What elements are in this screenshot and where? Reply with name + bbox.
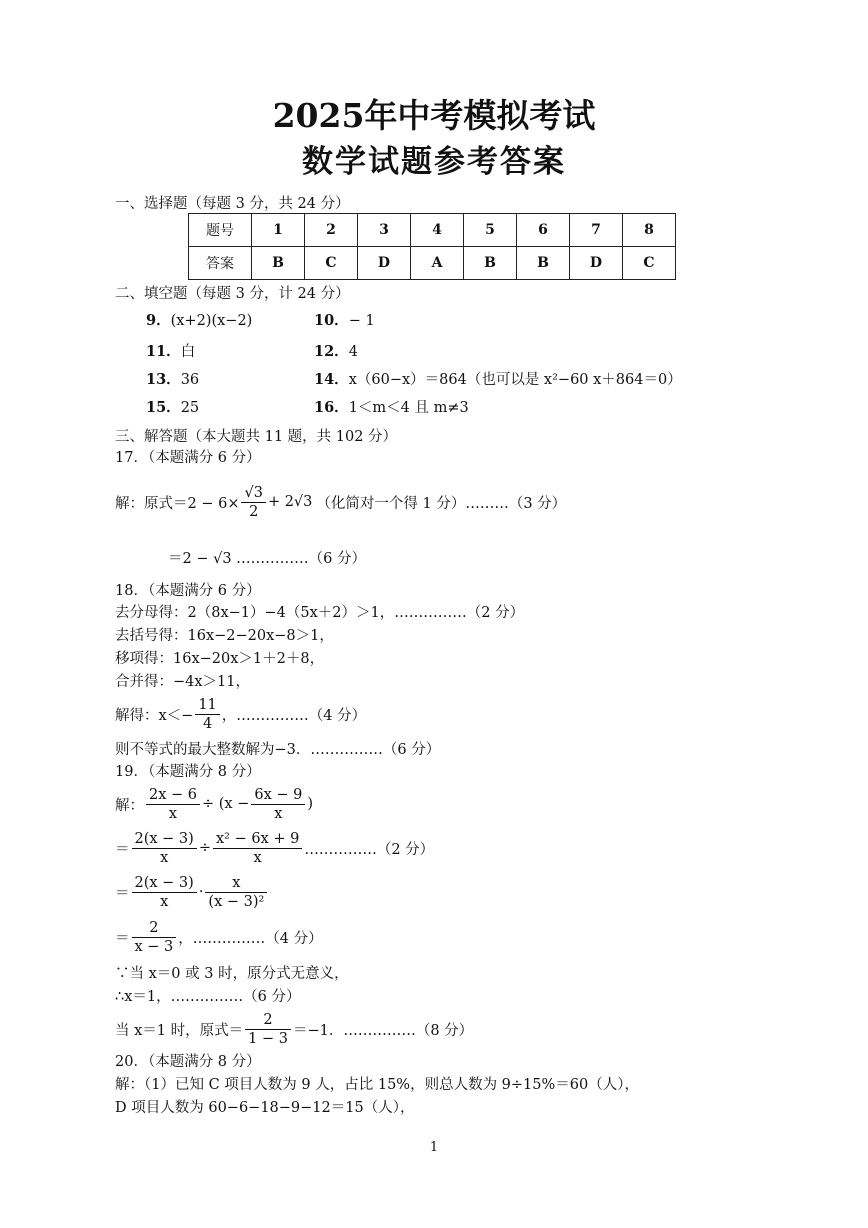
q17-line-1: 解：原式＝2 − 6× $\frac{√3}{2}$ + 2√3 （化简对一个得 1 分）………（3 分） xyxy=(115,484,567,520)
q17-heading: 17．（本题满分 6 分） xyxy=(115,450,261,466)
q19-line-7: 当 x＝1 时，原式＝ $\frac{2}{1 - 3}$ ＝−1．……………（8 分） xyxy=(115,1011,474,1047)
q19-line-3: ＝ $\frac{2(x - 3)}{x}$ · $\frac{x}{\text{(x − 3)²}}$ xyxy=(115,872,269,912)
question-number-cell: 7 xyxy=(570,214,623,247)
fraction: $\frac{2(x - 3)}{x}$ xyxy=(132,830,197,867)
answer-cell: D xyxy=(358,247,411,280)
fraction: $\frac{11}{4}$ xyxy=(195,696,219,733)
q20-line-2: D 项目人数为 60−6−18−9−12＝15（人）， xyxy=(115,1100,415,1116)
question-number-cell: 5 xyxy=(464,214,517,247)
fill-item-14: 14．x（60−x）＝864（也可以是 x²−60 x＋864＝0） xyxy=(314,371,682,388)
question-number-cell: 8 xyxy=(623,214,676,247)
q18-line-6: 则不等式的最大整数解为−3．……………（6 分） xyxy=(115,742,441,758)
section-3-heading: 三、解答题（本大题共 11 题，共 102 分） xyxy=(115,429,398,445)
answer-table xyxy=(188,213,676,280)
fraction: $\frac{6x - 9}{x}$ xyxy=(251,786,305,823)
fill-item-11: 11．白 xyxy=(146,343,196,360)
question-number-cell: 6 xyxy=(517,214,570,247)
fill-item-12: 12．4 xyxy=(314,343,358,360)
table-header-cell: 答案 xyxy=(189,247,252,280)
page-number: 1 xyxy=(429,1140,439,1155)
section-1-heading: 一、选择题（每题 3 分，共 24 分） xyxy=(115,196,350,212)
question-number-cell: 3 xyxy=(358,214,411,247)
question-number-cell: 4 xyxy=(411,214,464,247)
answer-cell: C xyxy=(305,247,358,280)
fraction: $\frac{√3}{2}$ xyxy=(241,484,265,521)
fraction: $\frac{x}{\text{(x − 3)²}}$ xyxy=(205,874,267,911)
q18-line-4: 合并得：−4x＞11， xyxy=(115,674,251,690)
answer-cell: C xyxy=(623,247,676,280)
table-row xyxy=(189,214,676,247)
fraction: $\frac{2}{x - 3}$ xyxy=(132,919,177,956)
fraction: $\frac{2(x - 3)}{x}$ xyxy=(132,874,197,911)
fraction: $\frac{2x - 6}{x}$ xyxy=(146,786,200,823)
answer-cell: B xyxy=(464,247,517,280)
fill-item-13: 13．36 xyxy=(146,371,200,388)
q18-line-2: 去括号得：16x−2−20x−8＞1， xyxy=(115,628,334,644)
document-subtitle: 数学试题参考答案 xyxy=(302,144,566,180)
q20-line-1: 解：（1）已知 C 项目人数为 9 人，占比 15%，则总人数为 9÷15%＝60（人）， xyxy=(115,1077,639,1093)
table-header-cell: 题号 xyxy=(189,214,252,247)
question-number-cell: 1 xyxy=(252,214,305,247)
answer-cell: B xyxy=(517,247,570,280)
q19-line-1: 解： $\frac{2x - 6}{x}$ ÷ (x − $\frac{6x - 9}{x}$ ) xyxy=(115,786,314,822)
fraction: $\frac{\text{x² − 6x + 9}}{x}$ xyxy=(213,830,302,867)
fill-item-10: 10．− 1 xyxy=(314,312,375,329)
question-number-cell: 2 xyxy=(305,214,358,247)
q18-line-3: 移项得：16x−20x＞1＋2＋8， xyxy=(115,651,325,667)
q20-heading: 20．（本题满分 8 分） xyxy=(115,1054,261,1070)
q17-line-2: ＝2 − √3 ……………（6 分） xyxy=(168,551,367,567)
fraction: $\frac{2}{1 - 3}$ xyxy=(245,1011,291,1048)
table-row xyxy=(189,247,676,280)
section-2-heading: 二、填空题（每题 3 分，计 24 分） xyxy=(115,286,350,302)
answer-cell: A xyxy=(411,247,464,280)
q18-line-1: 去分母得：2（8x−1）−4（5x＋2）＞1，……………（2 分） xyxy=(115,605,525,621)
q19-line-6: ∴x＝1，……………（6 分） xyxy=(115,989,301,1005)
fill-item-16: 16．1＜m＜4 且 m≠3 xyxy=(314,399,469,416)
q19-line-5: ∵当 x＝0 或 3 时，原分式无意义， xyxy=(115,966,349,982)
q19-line-4: ＝ $\frac{2}{x - 3}$ ，……………（4 分） xyxy=(115,919,323,955)
answer-cell: B xyxy=(252,247,305,280)
q18-line-5: 解得：x＜− $\frac{11}{4}$ ，……………（4 分） xyxy=(115,696,367,732)
answer-cell: D xyxy=(570,247,623,280)
q19-heading: 19．（本题满分 8 分） xyxy=(115,764,261,780)
fill-item-15: 15．25 xyxy=(146,399,200,416)
q19-line-2: ＝ $\frac{2(x - 3)}{x}$ ÷ $\frac{\text{x² − 6x + 9}}{x}$ ……………（2 分） xyxy=(115,830,435,866)
fill-item-9: 9．(x+2)(x−2) xyxy=(146,312,253,329)
q18-heading: 18．（本题满分 6 分） xyxy=(115,583,261,599)
document-title: 2025年中考模拟考试 xyxy=(272,96,596,135)
